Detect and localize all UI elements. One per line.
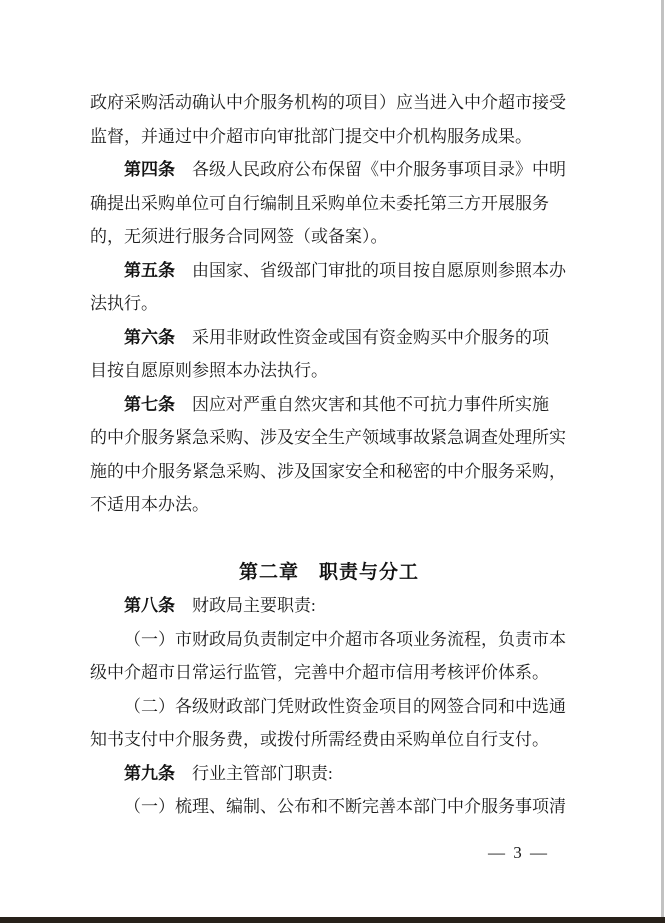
text-line bbox=[90, 354, 568, 388]
text-line bbox=[90, 287, 568, 321]
text-line bbox=[90, 488, 568, 522]
line-text: 监督，并通过中介超市向审批部门提交中介机构服务成果。 bbox=[90, 126, 532, 146]
line-text: 的中介服务紧急采购、涉及安全生产领域事故紧急调查处理所实 bbox=[90, 428, 566, 447]
article-number: 第四条 bbox=[124, 160, 175, 179]
line-text: 各级人民政府公布保留《中介服务事项目录》中明 bbox=[175, 160, 566, 179]
text-line bbox=[90, 723, 568, 757]
text-line bbox=[90, 589, 568, 623]
article-number: 第五条 bbox=[124, 260, 175, 280]
line-text: 采用非财政性资金或国有资金购买中介服务的项 bbox=[175, 327, 549, 347]
line-text: 政府采购活动确认中介服务机构的项目）应当进入中介超市接受 bbox=[90, 93, 566, 112]
text-line bbox=[90, 690, 568, 724]
text-line bbox=[90, 187, 568, 221]
line-text: 由国家、省级部门审批的项目按自愿原则参照本办 bbox=[175, 260, 566, 280]
article-number: 第九条 bbox=[124, 763, 175, 783]
line-text: 施的中介服务紧急采购、涉及国家安全和秘密的中介服务采购， bbox=[90, 461, 566, 481]
text-line bbox=[90, 321, 568, 355]
text-line bbox=[90, 623, 568, 657]
chapter-heading: 第二章 职责与分工 bbox=[238, 561, 419, 583]
line-text: 确提出采购单位可自行编制且采购单位未委托第三方开展服务 bbox=[90, 193, 549, 213]
scan-edge-bottom-bar bbox=[0, 917, 665, 923]
text-line bbox=[90, 220, 568, 254]
text-line bbox=[90, 421, 568, 455]
article-number: 第七条 bbox=[124, 394, 175, 414]
line-text: （一）梳理、编制、公布和不断完善本部门中介服务事项清 bbox=[124, 797, 566, 816]
text-line bbox=[90, 656, 568, 690]
scan-edge-right-line bbox=[661, 0, 664, 923]
line-text: 行业主管部门职责: bbox=[175, 763, 333, 783]
text-line bbox=[90, 153, 568, 187]
page-number: — 3 — bbox=[488, 843, 549, 862]
line-text: 不适用本办法。 bbox=[90, 495, 209, 514]
text-line bbox=[90, 120, 568, 154]
line-text: 目按自愿原则参照本办法执行。 bbox=[90, 361, 328, 380]
line-text: 的，无须进行服务合同网签（或备案）。 bbox=[90, 227, 388, 246]
line-text: 财政局主要职责: bbox=[175, 596, 316, 615]
text-line bbox=[90, 86, 568, 120]
line-text: 级中介超市日常运行监管，完善中介超市信用考核评价体系。 bbox=[90, 663, 549, 682]
document-body bbox=[90, 86, 568, 824]
text-line bbox=[90, 790, 568, 824]
text-line bbox=[90, 757, 568, 791]
text-line bbox=[90, 254, 568, 288]
text-line bbox=[90, 455, 568, 489]
line-text: （二）各级财政部门凭财政性资金项目的网签合同和中选通 bbox=[124, 696, 566, 716]
article-number: 第八条 bbox=[124, 596, 175, 615]
line-text: 知书支付中介服务费，或拨付所需经费由采购单位自行支付。 bbox=[90, 730, 549, 749]
line-text: 法执行。 bbox=[90, 294, 158, 313]
text-line bbox=[90, 388, 568, 422]
article-number: 第六条 bbox=[124, 327, 175, 347]
line-text: （一）市财政局负责制定中介超市各项业务流程，负责市本 bbox=[124, 629, 566, 649]
line-text: 因应对严重自然灾害和其他不可抗力事件所实施 bbox=[175, 394, 549, 414]
